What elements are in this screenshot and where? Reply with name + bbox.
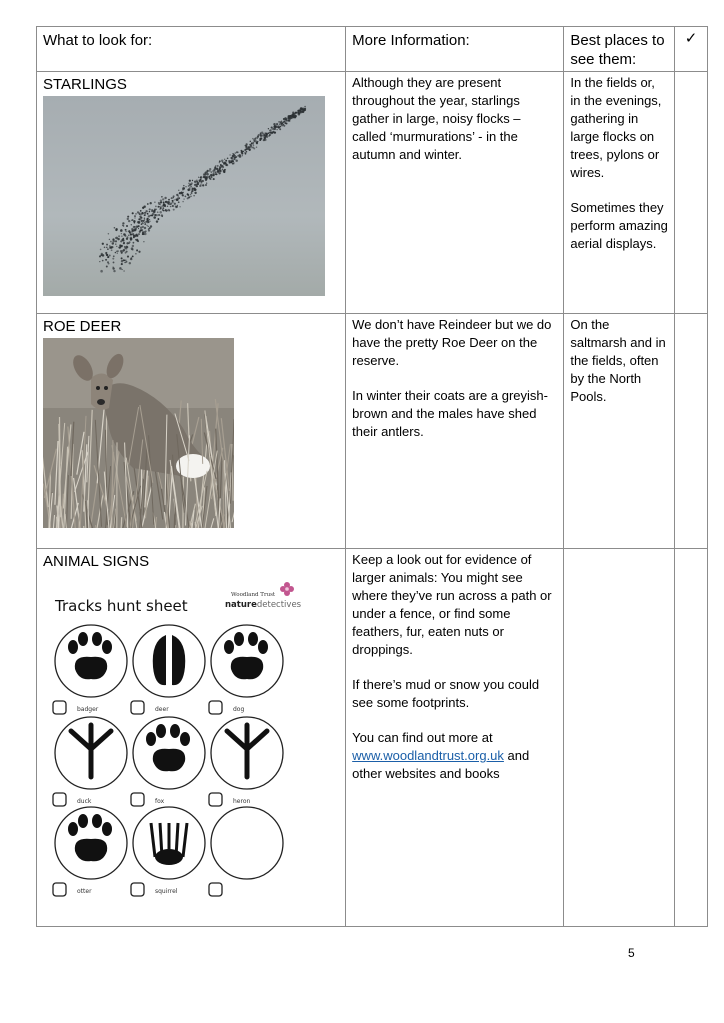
cell-starlings-places [564, 72, 675, 314]
more-info-suffix: and other websites and books [352, 748, 530, 781]
row-title: STARLINGS [43, 76, 127, 93]
more-info-prefix: You can find out more at [352, 730, 493, 745]
page-number: 5 [628, 946, 635, 960]
cell-starlings-subject [37, 72, 346, 314]
deer-info-text: We don’t have Reindeer but we do have the pretty Roe Deer on the reserve. [352, 317, 552, 368]
flower-icon [280, 582, 294, 596]
table-row-animal-signs [37, 549, 708, 927]
tick-box[interactable] [209, 793, 222, 806]
deer-info-text-2: In winter their coats are a greyish-brown and the males have shed their antlers. [352, 388, 548, 439]
signs-info-text: Keep a look out for evidence of larger animals: You might see where they’ve run across a path or under a fence, or find some feathers, fur, eaten nuts or droppings. [352, 552, 552, 657]
tick-box[interactable] [131, 701, 144, 714]
track-label: otter [77, 888, 92, 895]
signs-info-text-2: If there’s mud or snow you could see some footprints. [352, 677, 540, 710]
cell-deer-subject [37, 314, 346, 549]
track-label: squirrel [155, 888, 178, 895]
cell-signs-info [346, 549, 564, 927]
signs-info-text-3 [352, 729, 557, 783]
tick-box[interactable] [53, 793, 66, 806]
row-title: ROE DEER [43, 318, 122, 335]
deer-places-text: On the saltmarsh and in the fields, often by the North Pools. [570, 317, 666, 404]
cell-starlings-check[interactable] [675, 72, 708, 314]
woodland-trust-logo: Woodland Trust [231, 592, 276, 598]
cell-deer-check[interactable] [675, 314, 708, 549]
header-row [37, 27, 708, 72]
track-label: heron [233, 798, 251, 805]
track-label: duck [77, 798, 92, 805]
row-title: ANIMAL SIGNS [43, 553, 150, 570]
track-label: deer [155, 706, 169, 713]
tick-box[interactable] [209, 883, 222, 896]
cell-deer-info [346, 314, 564, 549]
cell-signs-subject [37, 549, 346, 927]
cell-deer-places [564, 314, 675, 549]
starling-murmuration-photo [43, 96, 325, 296]
roe-deer-photo [43, 338, 234, 528]
header-what-to-look-for: What to look for: [37, 27, 346, 72]
nature-detectives-logo [225, 600, 302, 610]
cell-signs-places [564, 549, 675, 927]
track-label: fox [155, 798, 165, 805]
table-row-roe-deer [37, 314, 708, 549]
brand-detectives: detectives [256, 600, 302, 610]
tick-box[interactable] [131, 883, 144, 896]
woodland-trust-link[interactable]: www.woodlandtrust.org.uk [352, 748, 504, 763]
starlings-places-text: In the fields or, in the evenings, gathering in large flocks on trees, pylons or wires. [570, 75, 662, 180]
tracks-hunt-sheet [43, 573, 305, 913]
track-label: badger [77, 706, 99, 713]
starlings-info-text: Although they are present throughout the year, starlings gather in large, noisy flocks – called ‘murmurations’ - in the autumn and winter. [352, 75, 521, 162]
track-label: dog [233, 706, 245, 713]
cell-starlings-info [346, 72, 564, 314]
wildlife-checklist-table [36, 26, 708, 927]
table-row-starlings [37, 72, 708, 314]
tick-box[interactable] [131, 793, 144, 806]
tick-box[interactable] [53, 701, 66, 714]
starlings-places-text-2: Sometimes they perform amazing aerial displays. [570, 200, 668, 251]
tick-box[interactable] [209, 701, 222, 714]
tracks-sheet-title: Tracks hunt sheet [55, 597, 188, 615]
checkmark-icon: ✓ [675, 27, 708, 72]
header-best-places: Best places to see them: [564, 27, 675, 72]
tick-box[interactable] [53, 883, 66, 896]
cell-signs-check[interactable] [675, 549, 708, 927]
header-more-information: More Information: [346, 27, 564, 72]
brand-nature: nature [225, 600, 257, 610]
